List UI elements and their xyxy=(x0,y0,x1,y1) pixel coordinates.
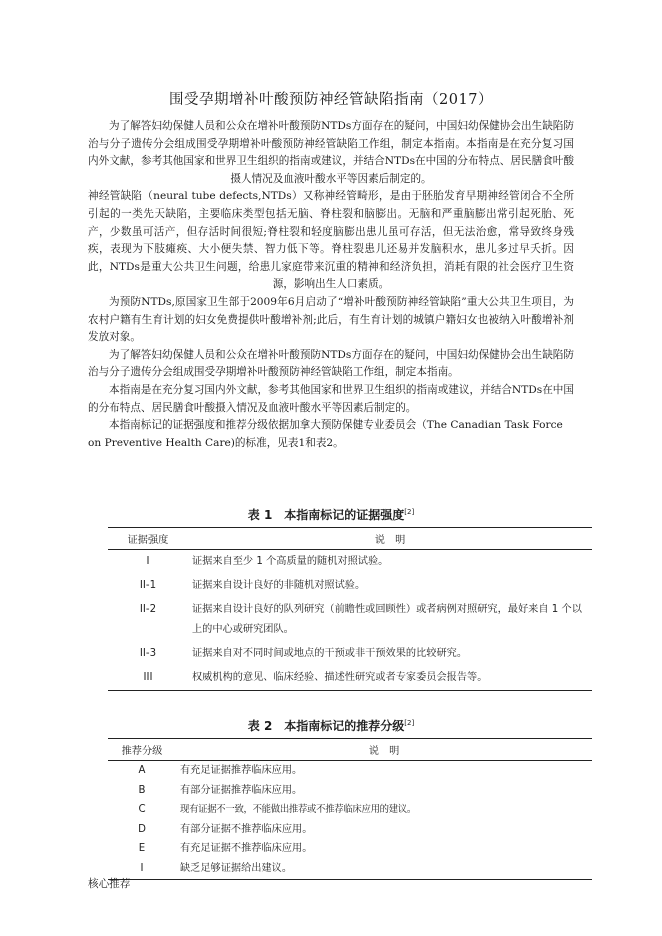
table1-grade-cell: III xyxy=(108,666,188,691)
table2-description-cell: 有部分证据推荐临床应用。 xyxy=(180,784,303,796)
table1-grade-cell: I xyxy=(146,556,150,567)
core-recommendations-heading: 核心推荐 xyxy=(88,878,131,890)
document-body xyxy=(88,118,574,452)
table1-description-cell: 证据来自设计良好的非随机对照试验。 xyxy=(192,580,366,591)
table2-description-cell: 有部分证据不推荐临床应用。 xyxy=(180,823,313,835)
table-row xyxy=(108,800,592,820)
table-row xyxy=(108,598,592,642)
table-row xyxy=(108,574,592,598)
document-title: 围受孕期增补叶酸预防神经管缺陷指南（2017） xyxy=(169,92,493,108)
table-header-row xyxy=(108,528,592,550)
table1-grade-cell: II-3 xyxy=(139,648,157,659)
table-row xyxy=(108,642,592,666)
table-row xyxy=(108,761,592,781)
table2-grade-cell: A xyxy=(138,765,146,776)
table2-reference: [2] xyxy=(404,719,415,727)
table2-caption-text: 表 2 本指南标记的推荐分级 xyxy=(247,719,405,733)
table2-caption xyxy=(0,717,662,734)
table2-grade-cell: C xyxy=(138,804,146,816)
table2-grade-cell: D xyxy=(138,823,146,835)
table1-header-grade: 证据强度 xyxy=(108,528,188,550)
paragraph-ntd-definition: 神经管缺陷（neural tube defects,NTDs）又称神经管畸形，是由于胚胎发育早期神经管闭合不全所引起的一类先天缺陷，主要临床类型包括无脑、脊柱裂和脑膨出。无脑和严重脑膨出常引起死胎、死产，少数虽可活产，但存活时间很短;脊柱裂和轻度脑膨出患儿虽可存活，但无法治愈，常导致终身残疾，表现为下肢瘫痪、大小便失禁、智力低下等。脊柱裂患儿还易并发脑积水，患儿多过早夭折。因此，NTDs是重大公共卫生问题，给患儿家庭带来沉重的精神和经济负担，消耗有限的社会医疗卫生资源，影响出生人口素质。 xyxy=(88,190,574,291)
table-row xyxy=(108,666,592,691)
table1-grade-cell: II-1 xyxy=(139,580,157,591)
paragraph-purpose: 为了解答妇幼保健人员和公众在增补叶酸预防NTDs方面存在的疑问，中国妇幼保健协会出生缺陷防治与分子遗传分会组成围受孕期增补叶酸预防神经管缺陷工作组，制定本指南。 xyxy=(88,348,574,379)
table-header-row xyxy=(108,739,592,761)
paragraph-grading-standard: 本指南标记的证据强度和推荐分级依据加拿大预防保健专业委员会（The Canadian Task Force on Preventive Health Care)的标准，见表1和表2。 xyxy=(88,419,563,449)
table-row xyxy=(108,859,592,879)
table-row xyxy=(108,781,592,801)
table1-description-cell: 证据来自设计良好的队列研究（前瞻性或回顾性）或者病例对照研究，最好来自 1 个以上的中心或研究团队。 xyxy=(192,604,582,635)
table-row xyxy=(108,839,592,859)
table2-description-cell: 有充足证据推荐临床应用。 xyxy=(180,765,303,776)
paragraph-intro: 为了解答妇幼保健人员和公众在增补叶酸预防NTDs方面存在的疑问，中国妇幼保健协会出生缺陷防治与分子遗传分会组成围受孕期增补叶酸预防神经管缺陷工作组，制定本指南。本指南是在充分复习国内外文献，参考其他国家和世界卫生组织的指南或建议，并结合NTDs在中国的分布特点、居民膳食叶酸摄人情况及血液叶酸水平等因素后制定的。 xyxy=(88,120,574,185)
table1-description-cell: 证据来自至少 1 个高质量的随机对照试验。 xyxy=(192,556,389,567)
table2-grade-cell: I xyxy=(108,859,176,879)
table2-grade-cell: E xyxy=(138,843,146,855)
paragraph-basis: 本指南是在充分复习国内外文献，参考其他国家和世界卫生组织的指南或建议，并结合NTDs在中国的分布特点、居民膳食叶酸摄入情况及血液叶酸水平等因素后制定的。 xyxy=(88,383,574,414)
table1-description-cell: 证据来自对不同时间或地点的干预或非干预效果的比较研究。 xyxy=(192,648,468,659)
table2-description-cell: 现有证据不一致，不能做出推荐或不推荐临床应用的建议。 xyxy=(180,804,416,816)
table2-description-cell: 缺乏足够证据给出建议。 xyxy=(176,859,592,879)
table2-header-grade: 推荐分级 xyxy=(108,739,176,761)
table1-reference: [2] xyxy=(404,508,415,516)
table1-header-description: 说 明 xyxy=(188,528,592,550)
table2-description-cell: 有充足证据不推荐临床应用。 xyxy=(180,843,313,855)
evidence-strength-table xyxy=(108,527,592,691)
table2-header-description: 说 明 xyxy=(176,739,592,761)
table2-grade-cell: B xyxy=(138,784,146,796)
table1-caption xyxy=(0,506,662,523)
table1-grade-cell: II-2 xyxy=(139,604,157,615)
table1-caption-text: 表 1 本指南标记的证据强度 xyxy=(247,508,405,522)
table-row xyxy=(108,550,592,575)
recommendation-grade-table xyxy=(108,738,592,880)
table-row xyxy=(108,820,592,840)
table1-description-cell: 权威机构的意见、临床经验、描述性研究或者专家委员会报告等。 xyxy=(188,666,592,691)
paragraph-program: 为预防NTDs,原国家卫生部于2009年6月启动了“增补叶酸预防神经管缺陷”重大公共卫生项目，为农村户籍有生育计划的妇女免费提供叶酸增补剂;此后，有生育计划的城镇户籍妇女也被纳入叶酸增补剂发放对象。 xyxy=(88,295,574,344)
